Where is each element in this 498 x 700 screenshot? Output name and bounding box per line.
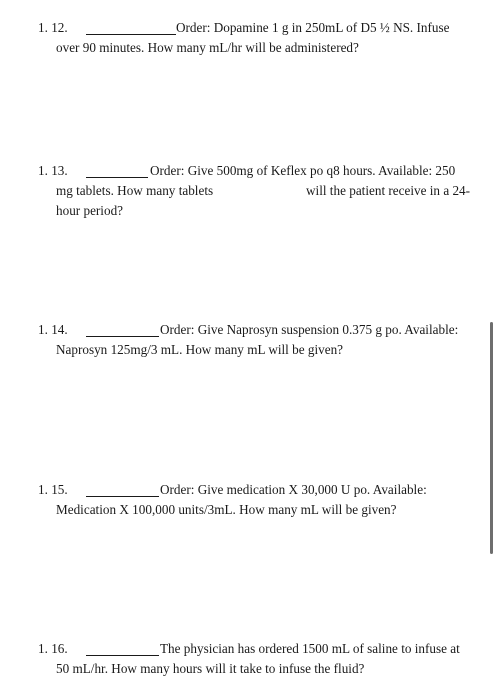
question-text-line-2a: mg tablets. How many tablets xyxy=(56,183,214,198)
question-text-line-2: 50 mL/hr. How many hours will it take to infuse the fluid? xyxy=(56,661,365,676)
question-text-line-3: hour period? xyxy=(56,203,124,218)
question-number: 1. 12. xyxy=(38,20,68,35)
question-text-line-1: Order: Dopamine 1 g in 250mL of D5 ½ NS. Infuse xyxy=(176,20,450,35)
answer-blank[interactable] xyxy=(86,34,176,35)
question-number: 1. 16. xyxy=(38,641,68,656)
question-number: 1. 15. xyxy=(38,482,68,497)
answer-blank[interactable] xyxy=(86,336,159,337)
answer-blank[interactable] xyxy=(86,655,159,656)
question-text-line-2b: will the patient receive in a 24- xyxy=(306,183,471,198)
question-text-line-1: The physician has ordered 1500 mL of saline to infuse at xyxy=(160,641,460,656)
question-number: 1. 14. xyxy=(38,322,68,337)
scrollbar[interactable] xyxy=(490,322,493,554)
answer-blank[interactable] xyxy=(86,496,159,497)
question-text-line-1: Order: Give 500mg of Keflex po q8 hours. Available: 250 xyxy=(150,163,456,178)
question-text-line-1: Order: Give Naprosyn suspension 0.375 g po. Available: xyxy=(160,322,459,337)
question-text-line-1: Order: Give medication X 30,000 U po. Available: xyxy=(160,482,427,497)
question-number: 1. 13. xyxy=(38,163,68,178)
question-text-line-2: Naprosyn 125mg/3 mL. How many mL will be given? xyxy=(56,342,344,357)
question-text-line-2: Medication X 100,000 units/3mL. How many mL will be given? xyxy=(56,502,397,517)
answer-blank[interactable] xyxy=(86,177,148,178)
question-text-line-2: over 90 minutes. How many mL/hr will be administered? xyxy=(56,40,359,55)
